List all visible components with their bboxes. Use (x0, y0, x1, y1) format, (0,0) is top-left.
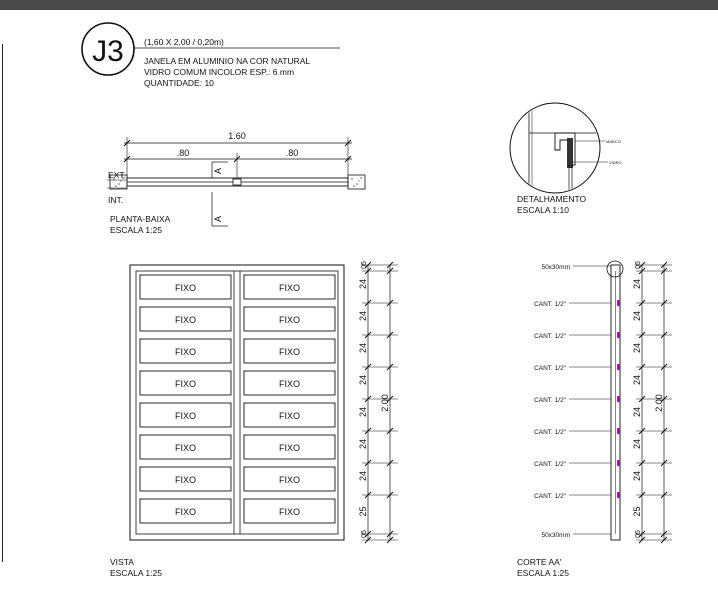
section-row-dim: 05 (635, 530, 642, 538)
glass-spec: VIDRO COMUM INCOLOR ESP.: 6 mm (144, 67, 295, 77)
elevation-row-dim: 24 (358, 438, 368, 450)
fixed-panel-label: FIXO (278, 347, 301, 357)
section-row-dim: 24 (632, 470, 642, 482)
fixed-panel-label: FIXO (278, 443, 301, 453)
elevation-row-dim: 24 (358, 470, 368, 482)
fixed-panel-label: FIXO (174, 283, 197, 293)
elevation-row-dim: 05 (361, 261, 368, 269)
fixed-panel-label: FIXO (278, 475, 301, 485)
detail-frame-label: MARCO (606, 139, 621, 144)
section-sealant-label: CANT. 1/2" (534, 493, 566, 500)
fixed-panel-label: FIXO (174, 475, 197, 485)
plan-view (107, 131, 365, 235)
section-row-dim: 24 (632, 374, 642, 386)
section-row-dim: 24 (632, 438, 642, 450)
section-top-profile-label: 50x30mm (541, 264, 570, 271)
elevation-row-dim: 24 (358, 278, 368, 290)
plan-right-width: .80 (285, 148, 299, 158)
section-sealant-label: CANT. 1/2" (534, 301, 566, 308)
detail-title: DETALHAMENTO (517, 194, 587, 204)
section-bottom-profile-label: 50x30mm (541, 532, 570, 539)
section-row-dim: 24 (632, 406, 642, 418)
elevation-view (110, 261, 398, 578)
fixed-panel-label: FIXO (278, 315, 301, 325)
section-sealant-label: CANT. 1/2" (534, 333, 566, 340)
exterior-label: EXT. (108, 170, 126, 180)
fixed-panel-label: FIXO (278, 507, 301, 517)
fixed-panel-label: FIXO (174, 379, 197, 389)
section-sealant-label: CANT. 1/2" (534, 429, 566, 436)
elevation-scale: ESCALA 1:25 (110, 568, 162, 578)
fixed-panel-label: FIXO (174, 507, 197, 517)
plan-title: PLANTA-BAIXA (110, 214, 171, 224)
fixed-panel-label: FIXO (278, 283, 301, 293)
elevation-title: VISTA (110, 557, 134, 567)
section-mark-bottom: A (213, 215, 223, 223)
fixed-panel-label: FIXO (174, 443, 197, 453)
section-row-dim: 24 (632, 342, 642, 354)
plan-total-width: 1.60 (228, 131, 246, 141)
detail-scale: ESCALA 1:10 (517, 205, 569, 215)
section-sealant-label: CANT. 1/2" (534, 461, 566, 468)
interior-label: INT. (108, 195, 124, 205)
section-view (517, 261, 672, 578)
plan-scale: ESCALA 1:25 (110, 225, 162, 235)
section-total-height: 2.00 (654, 394, 664, 412)
elevation-row-dim: 24 (358, 374, 368, 386)
window-code: J3 (92, 35, 124, 68)
detail-view (510, 95, 622, 215)
plan-mullion (233, 179, 241, 185)
elevation-row-dim: 24 (358, 310, 368, 322)
elevation-total-height: 2.00 (380, 394, 390, 412)
quantity: QUANTIDADE: 10 (144, 78, 214, 88)
fixed-panel-label: FIXO (174, 411, 197, 421)
section-row-dim: 24 (632, 278, 642, 290)
elevation-row-dim: 05 (361, 530, 368, 538)
fixed-panel-label: FIXO (278, 411, 301, 421)
elevation-row-dim: 24 (358, 406, 368, 418)
fixed-panel-label: FIXO (174, 315, 197, 325)
fixed-panel-label: FIXO (278, 379, 301, 389)
section-scale: ESCALA 1:25 (517, 568, 569, 578)
section-title: CORTE AA' (517, 557, 562, 567)
section-row-dim: 24 (632, 310, 642, 322)
section-sealant-label: CANT. 1/2" (534, 365, 566, 372)
fixed-panel-label: FIXO (174, 347, 197, 357)
plan-left-width: .80 (176, 148, 190, 158)
window-dimensions: (1,60 X 2,00 / 0,20m) (144, 37, 224, 47)
elevation-row-dim: 24 (358, 342, 368, 354)
section-row-dim: 05 (635, 261, 642, 269)
detail-glass-label: VIDRO (609, 160, 622, 165)
plan-wall-right (348, 175, 365, 189)
section-row-dim: 25 (632, 506, 642, 517)
section-mark-top: A (213, 167, 223, 175)
window-description: JANELA EM ALUMINIO NA COR NATURAL (144, 56, 311, 66)
section-sealant-label: CANT. 1/2" (534, 397, 566, 404)
elevation-row-dim: 25 (358, 506, 368, 517)
